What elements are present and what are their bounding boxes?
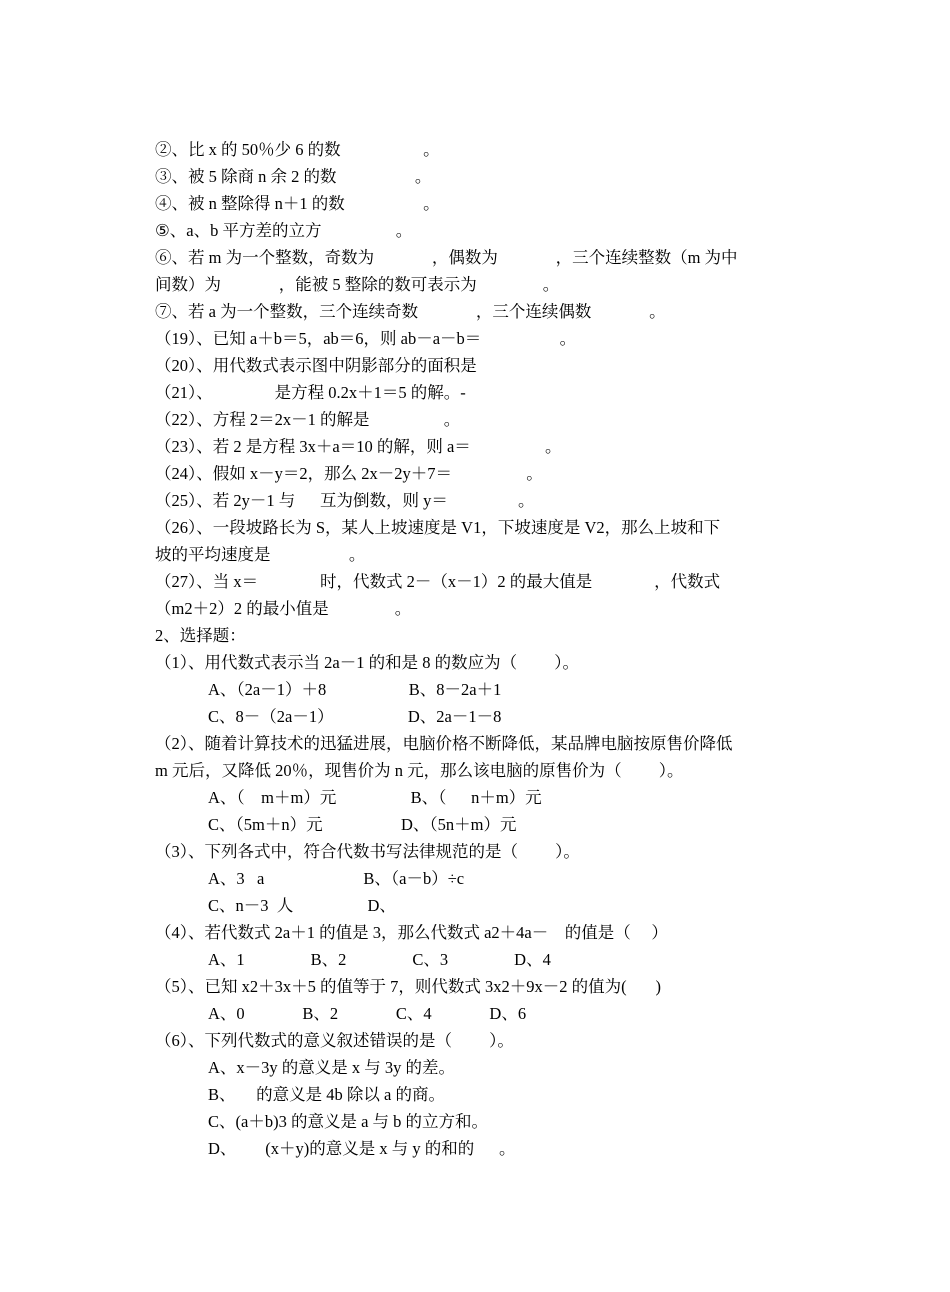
text-line: （19）、已知 a＋b＝5，ab＝6，则 ab－a－b＝ 。: [155, 329, 577, 348]
answer-options: A、（2a－1）＋8 B、8－2a＋1: [208, 680, 502, 699]
text-line: ⑥、若 m 为一个整数，奇数为 ，偶数为 ，三个连续整数（m 为中: [155, 248, 738, 267]
text-line: （23）、若 2 是方程 3x＋a＝10 的解，则 a＝ 。: [155, 437, 562, 456]
answer-options: C、8－（2a－1） D、2a－1－8: [208, 707, 502, 726]
text-line: （26）、一段坡路长为 S，某人上坡速度是 V1，下坡速度是 V2，那么上坡和下: [155, 518, 721, 537]
text-line: ③、被 5 除商 n 余 2 的数 。: [155, 167, 432, 186]
text-line: （25）、若 2y－1 与 互为倒数，则 y＝ 。: [155, 491, 535, 510]
text-line: 间数）为 ，能被 5 整除的数可表示为 。: [155, 275, 560, 294]
text-line: （21）、 是方程 0.2x＋1＝5 的解。-: [155, 383, 466, 402]
answer-options: A、1 B、2 C、3 D、4: [208, 950, 551, 969]
question-text: （1）、用代数式表示当 2a－1 的和是 8 的数应为（ ）。: [155, 653, 579, 672]
text-line: 坡的平均速度是 。: [155, 545, 366, 564]
question-text: m 元后，又降低 20％，现售价为 n 元，那么该电脑的原售价为（ ）。: [155, 761, 684, 780]
answer-option: B、 的意义是 4b 除以 a 的商。: [208, 1085, 445, 1104]
answer-options: C、n－3 人 D、: [208, 896, 396, 915]
question-text: （2）、随着计算技术的迅猛进展，电脑价格不断降低，某品牌电脑按原售价降低: [155, 734, 733, 753]
text-line: （22）、方程 2＝2x－1 的解是 。: [155, 410, 461, 429]
answer-options: C、（5m＋n）元 D、（5n＋m）元: [208, 815, 517, 834]
question-text: （4）、若代数式 2a＋1 的值是 3，那么代数式 a2＋4a－ 的值是（ ）: [155, 923, 668, 942]
answer-options: A、（ m＋m）元 B、（ n＋m）元: [208, 788, 542, 807]
question-text: （5）、已知 x2＋3x＋5 的值等于 7，则代数式 3x2＋9x－2 的值为( ): [155, 977, 661, 996]
answer-option: D、 (x＋y)的意义是 x 与 y 的和的 。: [208, 1139, 516, 1158]
text-line: （27）、当 x＝ 时，代数式 2－（x－1）2 的最大值是 ，代数式: [155, 572, 721, 591]
section-heading: 2、选择题：: [155, 626, 246, 645]
answer-option: A、x－3y 的意义是 x 与 3y 的差。: [208, 1058, 456, 1077]
question-text: （6）、下列代数式的意义叙述错误的是（ ）。: [155, 1031, 514, 1050]
text-line: ④、被 n 整除得 n＋1 的数 。: [155, 194, 440, 213]
text-line: ⑦、若 a 为一个整数，三个连续奇数 ，三个连续偶数 。: [155, 302, 666, 321]
text-line: ②、比 x 的 50％少 6 的数 。: [155, 140, 440, 159]
question-text: （3）、下列各式中，符合代数书写法律规范的是（ ）。: [155, 842, 580, 861]
answer-options: A、0 B、2 C、4 D、6: [208, 1004, 527, 1023]
text-line: （m2＋2）2 的最小值是 。: [155, 599, 412, 618]
text-line: ⑤、a、b 平方差的立方 。: [155, 221, 413, 240]
answer-option: C、(a＋b)3 的意义是 a 与 b 的立方和。: [208, 1112, 489, 1131]
text-line: （20）、用代数式表示图中阴影部分的面积是: [155, 356, 477, 375]
answer-options: A、3 a B、（a－b）÷c: [208, 869, 465, 888]
text-line: （24）、假如 x－y＝2，那么 2x－2y＋7＝ 。: [155, 464, 543, 483]
